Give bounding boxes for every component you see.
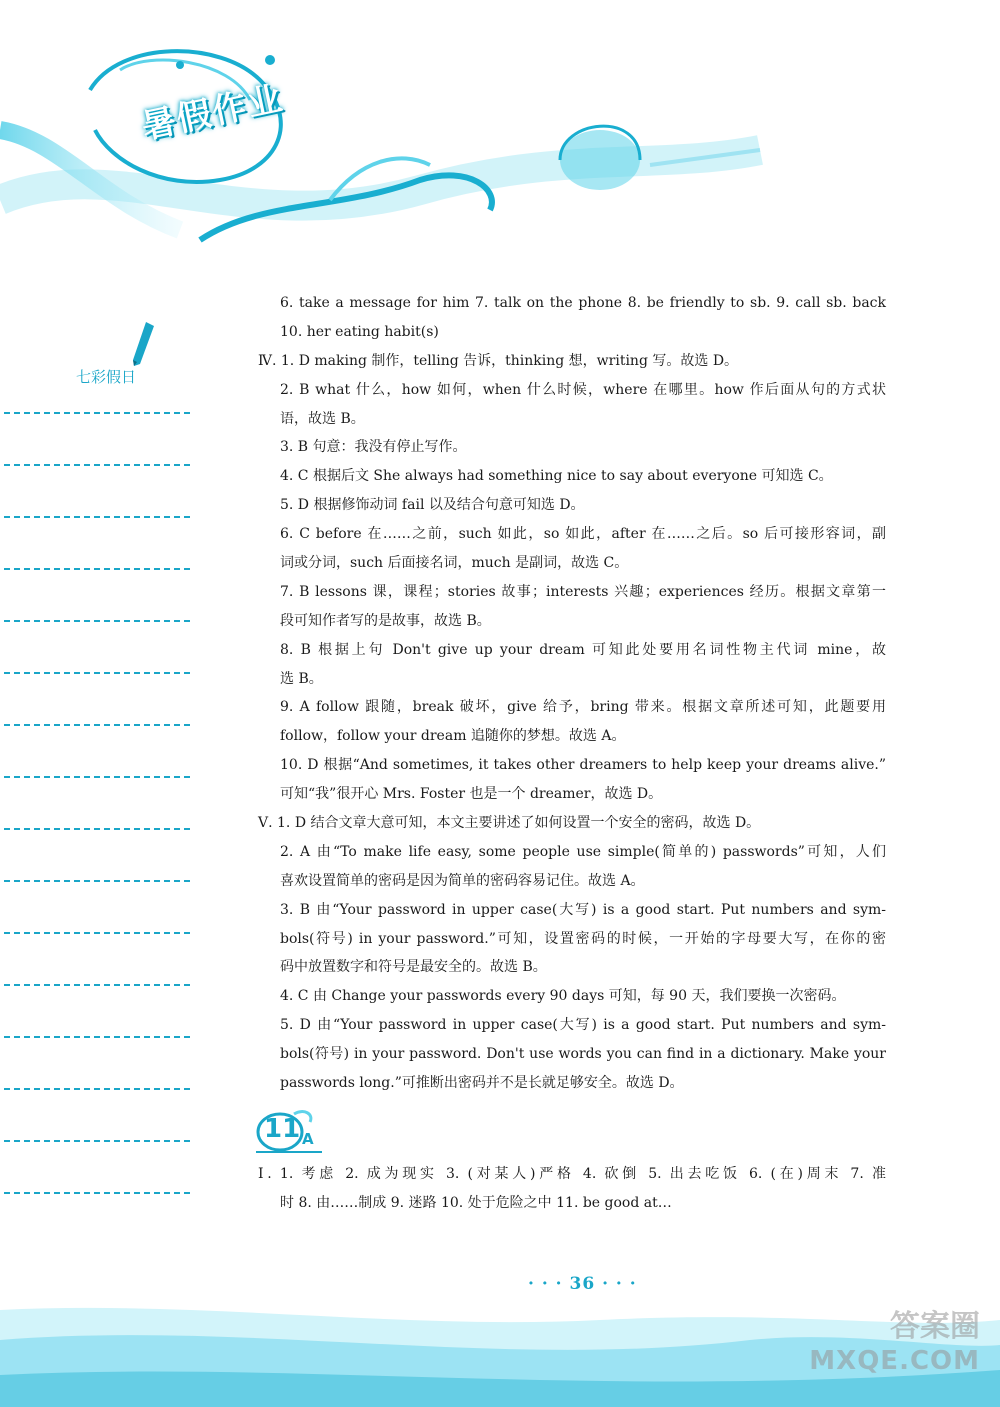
answer-line: 5. D 由“Your password in upper case(大写) is a good start. Put numbers and sym- [280, 1017, 886, 1034]
note-line [4, 1140, 190, 1142]
answer-line: 选 B。 [280, 670, 323, 687]
answer-line: 6. C before 在……之前，such 如此，so 如此，after 在……之后。so 后可接形容词，副 [280, 526, 886, 543]
note-line [4, 568, 190, 570]
note-line [4, 464, 190, 466]
pen-icon [128, 320, 158, 370]
answer-line: 词或分词，such 后面接名词，much 是副词，故选 C。 [280, 555, 629, 572]
unit-number: 11 [264, 1114, 301, 1144]
answer-line: 时 8. 由……制成 9. 迷路 10. 处于危险之中 11. be good at… [280, 1194, 672, 1211]
note-line [4, 984, 190, 986]
answer-line: 2. B what 什么，how 如何，when 什么时候，where 在哪里。how 作后面从句的方式状 [280, 381, 886, 398]
answer-line: Ⅳ. 1. D making 制作，telling 告诉，thinking 想，writing 写。故选 D。 [258, 352, 739, 369]
answer-line: 3. B 句意：我没有停止写作。 [280, 439, 467, 456]
answer-line: 5. D 根据修饰动词 fail 以及结合句意可知选 D。 [280, 497, 585, 514]
note-line [4, 516, 190, 518]
answer-line: 3. B 由“Your password in upper case(大写) is a good start. Put numbers and sym- [280, 901, 886, 918]
answer-line: Ⅴ. 1. D 结合文章大意可知，本文主要讲述了如何设置一个安全的密码，故选 D。 [258, 815, 761, 832]
watermark-domain: MXQE.COM [809, 1346, 980, 1376]
answer-line: 喜欢设置简单的密码是因为简单的密码容易记住。故选 A。 [280, 872, 645, 889]
note-line [4, 932, 190, 934]
note-line [4, 1088, 190, 1090]
answer-line: 4. C 由 Change your passwords every 90 days 可知，每 90 天，我们要换一次密码。 [280, 988, 846, 1005]
answer-line: follow，follow your dream 追随你的梦想。故选 A。 [280, 728, 626, 745]
answer-line: 10. D 根据“And sometimes, it takes other dreamers to help keep your dreams alive.” [280, 757, 886, 774]
answer-line: 10. her eating habit(s) [280, 323, 439, 340]
note-line [4, 412, 190, 414]
answer-line: 段可知作者写的是故事，故选 B。 [280, 612, 491, 629]
header-title: 暑假作业 [138, 78, 288, 148]
note-line [4, 776, 190, 778]
page-number: · · · 36 · · · [528, 1274, 637, 1294]
answer-line: passwords long.”可推断出密码并不是长就足够安全。故选 D。 [280, 1075, 684, 1092]
note-line [4, 1192, 190, 1194]
note-line [4, 828, 190, 830]
note-line [4, 724, 190, 726]
answer-line: 7. B lessons 课，课程；stories 故事；interests 兴趣；experiences 经历。根据文章第一 [280, 583, 886, 600]
answer-line: 4. C 根据后文 She always had something nice to say about everyone 可知选 C。 [280, 468, 833, 485]
answer-line: 9. A follow 跟随，break 破坏，give 给予，bring 带来。根据文章所述可知，此题要用 [280, 699, 886, 716]
answer-line: 8. B 根据上句 Don't give up your dream 可知此处要用名词性物主代词 mine，故 [280, 641, 886, 658]
answer-line: 2. A 由“To make life easy, some people use simple(简单的) passwords”可知，人们 [280, 843, 886, 860]
answer-line: bols(符号) in your password. Don't use words you can find in a dictionary. Make your [280, 1046, 886, 1063]
answer-line: 码中放置数字和符号是最安全的。故选 B。 [280, 959, 547, 976]
answer-line: Ⅰ. 1. 考虑 2. 成为现实 3. (对某人)严格 4. 砍倒 5. 出去吃饭 6. (在)周末 7. 准 [258, 1166, 886, 1182]
unit-11-answers [258, 1160, 886, 1218]
sidebar-label: 七彩假日 [76, 368, 137, 386]
answer-line: 可知“我”很开心 Mrs. Foster 也是一个 dreamer，故选 D。 [280, 786, 663, 803]
watermark-logo-text: 答案圈 [890, 1309, 980, 1344]
note-line [4, 672, 190, 674]
site-watermark [809, 1310, 980, 1378]
note-line [4, 620, 190, 622]
unit-letter: A [302, 1130, 314, 1148]
answer-content [258, 289, 886, 1098]
note-line [4, 1036, 190, 1038]
answer-line: 6. take a message for him 7. talk on the phone 8. be friendly to sb. 9. call sb. back [280, 295, 886, 311]
note-line [4, 880, 190, 882]
answer-line: bols(符号) in your password.”可知，设置密码的时候，一开始的字母要大写，在你的密 [280, 930, 886, 947]
answer-line: 语，故选 B。 [280, 410, 365, 427]
